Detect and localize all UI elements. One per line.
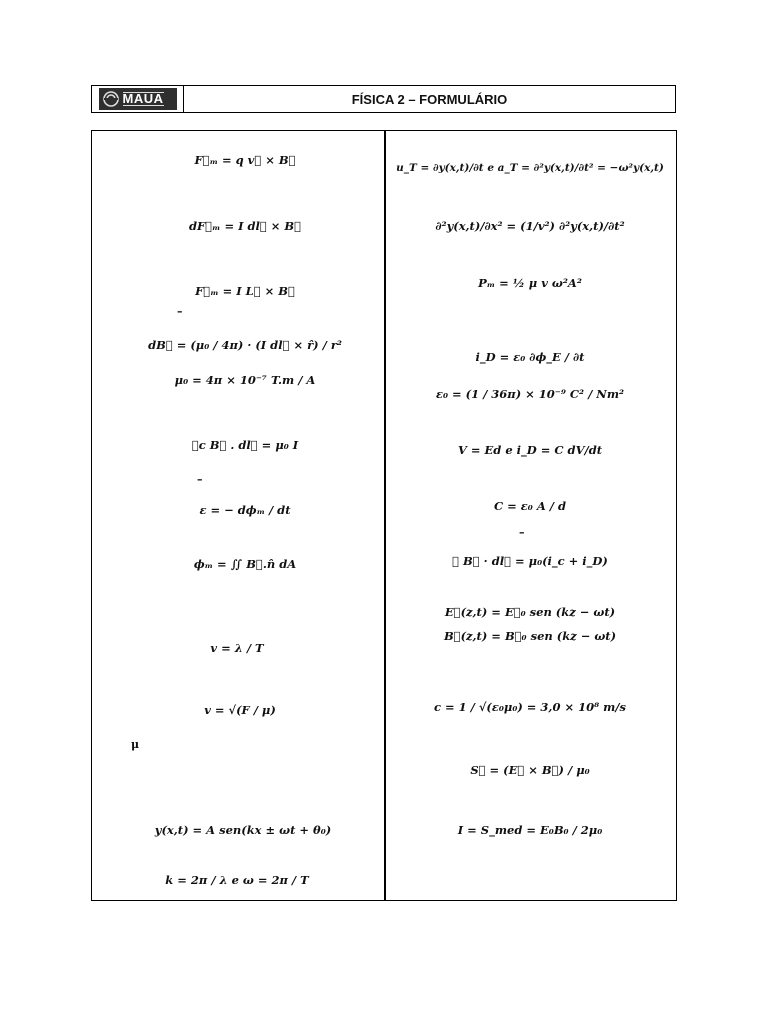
formula-mu0: μ₀ = 4π × 10⁻⁷ T.m / A — [174, 373, 316, 387]
stray-dash: – — [197, 473, 203, 486]
stray-mu: μ — [131, 738, 140, 751]
formula-wave-power: Pₘ = ½ μ v ω²A² — [478, 276, 582, 290]
stray-dash: – — [177, 305, 183, 318]
logo-mark-icon — [103, 91, 119, 107]
formula-wave-equation: ∂²y(x,t)/∂x² = (1/v²) ∂²y(x,t)/∂t² — [435, 219, 625, 233]
formula-speed-of-light: c = 1 / √(ε₀μ₀) = 3,0 × 10⁸ m/s — [434, 700, 626, 714]
formula-intensity: I = S_med = E₀B₀ / 2μ₀ — [457, 823, 603, 837]
formula-wire-element-force: dF⃗ₘ = I dl⃗ × B⃗ — [188, 219, 302, 233]
formula-capacitor-relations: V = Ed e i_D = C dV/dt — [457, 443, 603, 457]
formula-string-speed: v = √(F / μ) — [204, 703, 276, 717]
formula-faraday-law: ε = − dϕₘ / dt — [199, 503, 291, 517]
formula-transverse-velocity-accel: u_T = ∂y(x,t)/∂t e a_T = ∂²y(x,t)/∂t² = −ω²y(x,t) — [396, 162, 664, 174]
formula-e-field-wave: E⃗(z,t) = E⃗₀ sen (kz − ωt) — [444, 605, 616, 619]
formula-epsilon0: ε₀ = (1 / 36π) × 10⁻⁹ C² / Nm² — [435, 387, 625, 401]
formula-wave-speed: v = λ / T — [210, 641, 264, 655]
formula-b-field-wave: B⃗(z,t) = B⃗₀ sen (kz − ωt) — [443, 629, 617, 643]
formula-wave-function: y(x,t) = A sen(kx ± ωt + θ₀) — [154, 823, 332, 837]
formula-capacitance: C = ε₀ A / d — [494, 499, 566, 513]
formula-ampere-maxwell: ∮ B⃗ · dl⃗ = μ₀(i_c + i_D) — [452, 554, 608, 568]
page-title: FÍSICA 2 – FORMULÁRIO — [351, 91, 508, 107]
header-box — [91, 85, 676, 113]
formula-displacement-current: i_D = ε₀ ∂ϕ_E / ∂t — [475, 350, 585, 364]
formula-poynting-vector: S⃗ = (E⃗ × B⃗) / μ₀ — [470, 763, 590, 777]
formula-magnetic-flux: ϕₘ = ∬ B⃗.n̂ dA — [193, 557, 297, 571]
logo-text: MAUA — [122, 91, 164, 106]
formula-ampere-law: ∮ᴄ B⃗ . dl⃗ = μ₀ I — [191, 438, 299, 452]
formula-wire-force: F⃗ₘ = I L⃗ × B⃗ — [195, 284, 295, 298]
formula-biot-savart: dB⃗ = (μ₀ / 4π) · (I dl⃗ × r̂) / r² — [148, 338, 342, 352]
formula-wave-number: k = 2π / λ e ω = 2π / T — [165, 873, 309, 887]
column-divider — [384, 130, 386, 901]
logo-cell — [92, 86, 184, 112]
stray-dash: – — [519, 526, 525, 539]
maua-logo — [99, 88, 177, 110]
formula-lorentz-force: F⃗ₘ = q v⃗ × B⃗ — [194, 153, 296, 167]
